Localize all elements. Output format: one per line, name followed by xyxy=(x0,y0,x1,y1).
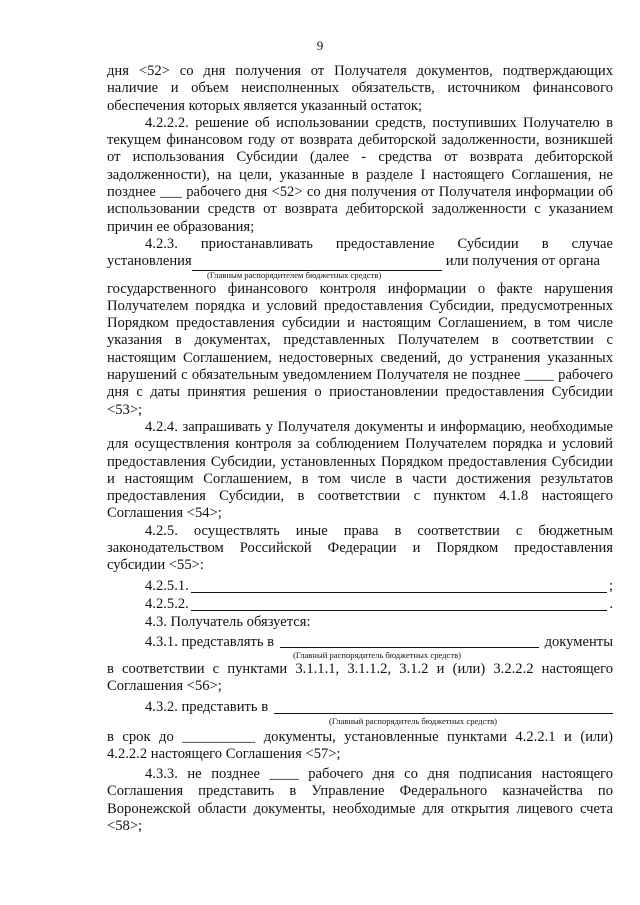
paragraph-4-2-5: 4.2.5. осуществлять иные права в соответствии с бюджетным законодательством Российской Федерации и Порядком предоставления субсидии <55>: xyxy=(107,522,613,574)
blank-field-recipient xyxy=(280,633,539,648)
paragraph-4-3: 4.3. Получатель обязуется: xyxy=(145,613,311,630)
paragraph-4-2-3-line1: 4.2.3. приостанавливать предоставление Субсидии в случае xyxy=(145,235,613,252)
caption-recipient: (Главный распорядитель бюджетных средств) xyxy=(329,715,498,726)
paragraph-4-3-2-line1 xyxy=(107,699,613,717)
paragraph-4-2-4: 4.2.4. запрашивать у Получателя документы и информацию, необходимые для осуществления контроля за соблюдением Получателем порядка и условий предоставления Субсидии, установленных Порядком предоставления Субсидии и настоящим Соглашением, в том числе в части достижения результатов предоставления Субсидии, в соответствии с пунктом 4.1.8 настоящего Соглашения <54>; xyxy=(107,418,613,522)
page-number: 9 xyxy=(316,38,324,53)
blank-line xyxy=(191,578,607,593)
item-number: 4.2.5.1. xyxy=(145,578,189,595)
paragraph-4-3-1-rest: в соответствии с пунктами 3.1.1.1, 3.1.1.2, 3.1.2 и (или) 3.2.2.2 настоящего Соглашения <56>; xyxy=(107,660,613,695)
paragraph-4-3-2-rest: в срок до __________ документы, установленные пунктами 4.2.2.1 и (или) 4.2.2.2 настоящего Соглашения <57>; xyxy=(107,728,613,762)
blank-field-recipient xyxy=(274,699,613,714)
paragraph-continuation: дня <52> со дня получения от Получателя документов, подтверждающих наличие и объем неисполненных обязательств, источником финансового обеспечения которых является указанный остаток; xyxy=(107,63,613,114)
text-establishment: установления xyxy=(107,253,192,270)
paragraph-4-3-3: 4.3.3. не позднее ____ рабочего дня со дня подписания настоящего Соглашения представить в Управление Федерального казначейства по Воронежской области документы, необходимые для открытия лицевого счета <58>; xyxy=(107,766,613,834)
text-documents: документы xyxy=(544,633,613,650)
item-terminator: ; xyxy=(608,578,613,595)
blank-field-authority xyxy=(192,256,442,271)
item-4-2-5-1 xyxy=(107,578,613,596)
item-terminator: . xyxy=(609,596,613,613)
document-body xyxy=(107,63,613,835)
paragraph-4-2-3-rest: государственного финансового контроля информации о факте нарушения Получателем порядка и условий предоставления Субсидии, предусмотренных Порядком предоставления субсидии и настоящим Соглашением, в том числе указания в документах, представленных Получателем в соответствии с настоящим Соглашением, недостоверных сведений, до устранения указанных нарушений с обязательным уведомлением Получателя не позднее ____ рабочего дня с даты принятия решения о приостановлении предоставления Субсидии <53>; xyxy=(107,280,613,418)
caption-recipient: (Главный распорядитель бюджетных средств) xyxy=(293,649,462,660)
text-submit-to: 4.3.2. представить в xyxy=(145,699,269,716)
paragraph-4-2-2-2: 4.2.2.2. решение об использовании средств, поступивших Получателю в текущем финансовом году от возврата дебиторской задолженности, возникшей от использования Субсидии (далее - средства от возврата дебиторской задолженности), на цели, указанные в разделе I настоящего Соглашения, не позднее ___ рабочего дня <52> со дня получения от Получателя информации об использовании средств от возврата дебиторской задолженности с указанием причин ее образования; xyxy=(107,114,613,235)
paragraph-4-3-1-line1 xyxy=(107,633,613,651)
text-or-receipt: или получения от органа xyxy=(445,253,601,270)
text-submit-to: 4.3.1. представлять в xyxy=(145,633,275,650)
item-4-2-5-2 xyxy=(107,596,613,614)
paragraph-4-2-3-line2 xyxy=(107,253,613,270)
blank-line xyxy=(191,596,608,611)
caption-authority: (Главным распорядителем бюджетных средств) xyxy=(207,269,382,280)
item-number: 4.2.5.2. xyxy=(145,596,189,613)
